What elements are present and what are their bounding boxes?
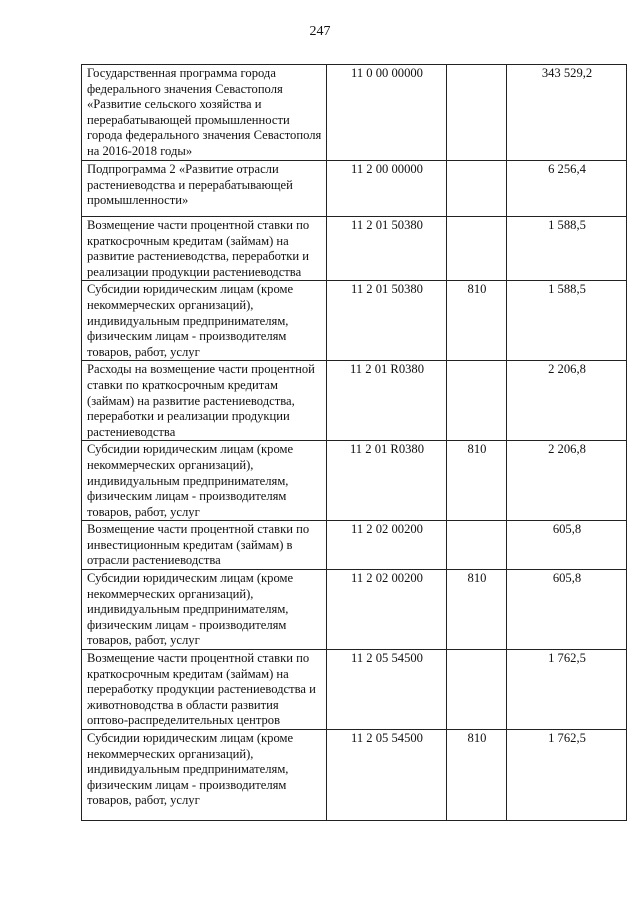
- row-name-cell: Подпрограмма 2 «Развитие отрасли растениеводства и перерабатывающей промышленности»: [82, 161, 327, 217]
- row-amount-cell: 1 588,5: [507, 281, 627, 361]
- row-amount-cell: 605,8: [507, 570, 627, 650]
- row-code-cell: 11 0 00 00000: [327, 65, 447, 161]
- row-name-cell: Субсидии юридическим лицам (кроме некоммерческих организаций), индивидуальным предпринимателям, физическим лицам - производителям товаров, работ, услуг: [82, 570, 327, 650]
- row-code-cell: 11 2 00 00000: [327, 161, 447, 217]
- table-row: [82, 65, 627, 161]
- table-row: [82, 161, 627, 217]
- row-name-cell: Субсидии юридическим лицам (кроме некоммерческих организаций), индивидуальным предпринимателям, физическим лицам - производителям товаров, работ, услуг: [82, 281, 327, 361]
- row-amount-cell: 2 206,8: [507, 441, 627, 521]
- row-amount-cell: 1 588,5: [507, 217, 627, 281]
- row-code-cell: 11 2 01 R0380: [327, 361, 447, 441]
- row-type-cell: [447, 161, 507, 217]
- row-name-cell: Возмещение части процентной ставки по краткосрочным кредитам (займам) на переработку продукции растениеводства и животноводства в области развития оптово-распределительных центров: [82, 650, 327, 730]
- row-type-cell: 810: [447, 441, 507, 521]
- row-name-cell: Субсидии юридическим лицам (кроме некоммерческих организаций), индивидуальным предпринимателям, физическим лицам - производителям товаров, работ, услуг: [82, 441, 327, 521]
- page-number: 247: [309, 24, 331, 39]
- row-code-cell: 11 2 02 00200: [327, 521, 447, 570]
- table-row: [82, 650, 627, 730]
- row-code-cell: 11 2 01 50380: [327, 281, 447, 361]
- row-amount-cell: 6 256,4: [507, 161, 627, 217]
- table-row: [82, 730, 627, 821]
- row-type-cell: [447, 65, 507, 161]
- row-code-cell: 11 2 01 50380: [327, 217, 447, 281]
- row-code-cell: 11 2 05 54500: [327, 730, 447, 821]
- row-code-cell: 11 2 02 00200: [327, 570, 447, 650]
- row-name-cell: Расходы на возмещение части процентной ставки по краткосрочным кредитам (займам) на развитие растениеводства, переработки и реализации продукции растениеводства: [82, 361, 327, 441]
- budget-table-body: [82, 65, 627, 821]
- row-type-cell: 810: [447, 570, 507, 650]
- row-name-cell: Возмещение части процентной ставки по инвестиционным кредитам (займам) в отрасли растениеводства: [82, 521, 327, 570]
- row-amount-cell: 1 762,5: [507, 730, 627, 821]
- row-type-cell: 810: [447, 281, 507, 361]
- row-type-cell: [447, 361, 507, 441]
- row-type-cell: [447, 521, 507, 570]
- budget-table: [81, 64, 627, 821]
- row-name-cell: Возмещение части процентной ставки по краткосрочным кредитам (займам) на развитие растениеводства, переработки и реализации продукции растениеводства: [82, 217, 327, 281]
- row-amount-cell: 343 529,2: [507, 65, 627, 161]
- row-type-cell: [447, 650, 507, 730]
- row-amount-cell: 1 762,5: [507, 650, 627, 730]
- table-row: [82, 441, 627, 521]
- row-amount-cell: 605,8: [507, 521, 627, 570]
- row-type-cell: [447, 217, 507, 281]
- row-amount-cell: 2 206,8: [507, 361, 627, 441]
- row-name-cell: Государственная программа города федерального значения Севастополя «Развитие сельского хозяйства и перерабатывающей промышленности города федерального значения Севастополя на 2016-2018 годы»: [82, 65, 327, 161]
- table-row: [82, 217, 627, 281]
- row-type-cell: 810: [447, 730, 507, 821]
- row-code-cell: 11 2 01 R0380: [327, 441, 447, 521]
- table-row: [82, 361, 627, 441]
- table-row: [82, 281, 627, 361]
- table-row: [82, 521, 627, 570]
- row-code-cell: 11 2 05 54500: [327, 650, 447, 730]
- table-row: [82, 570, 627, 650]
- row-name-cell: Субсидии юридическим лицам (кроме некоммерческих организаций), индивидуальным предпринимателям, физическим лицам - производителям товаров, работ, услуг: [82, 730, 327, 821]
